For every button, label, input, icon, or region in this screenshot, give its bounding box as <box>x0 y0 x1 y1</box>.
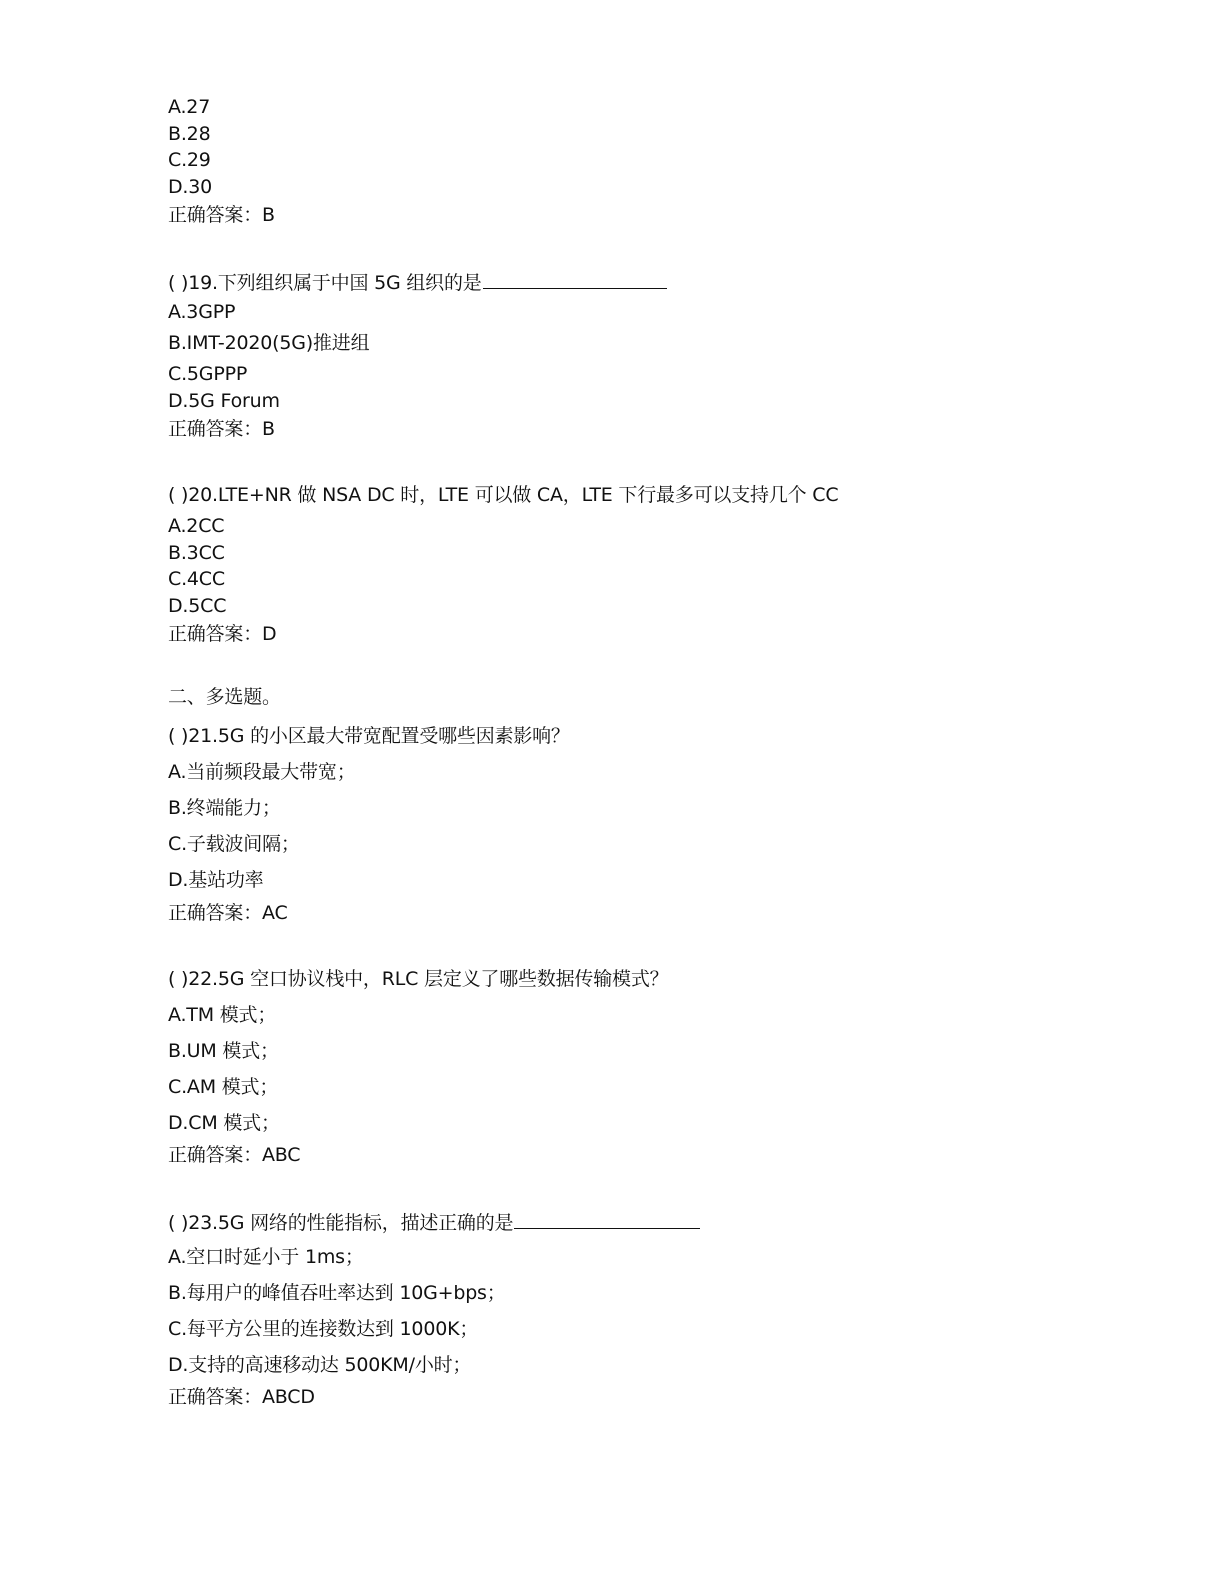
q23-option-d: D.支持的高速移动达 500KM/小时； <box>168 1354 472 1376</box>
q18-answer: 正确答案：B <box>168 204 275 226</box>
q23-question <box>168 1208 700 1236</box>
q20-option-b: B.3CC <box>168 542 225 564</box>
q20-option-a: A.2CC <box>168 515 225 537</box>
q20-option-c: C.4CC <box>168 568 225 590</box>
q22-option-c: C.AM 模式； <box>168 1076 279 1098</box>
q19-question-text: ( )19.下列组织属于中国 5G 组织的是 <box>168 272 482 294</box>
q21-question: ( )21.5G 的小区最大带宽配置受哪些因素影响？ <box>168 725 570 747</box>
q23-option-b: B.每用户的峰值吞吐率达到 10G+bps； <box>168 1282 506 1304</box>
q22-option-d: D.CM 模式； <box>168 1112 280 1134</box>
q19-option-a: A.3GPP <box>168 301 236 323</box>
q23-option-c: C.每平方公里的连接数达到 1000K； <box>168 1318 479 1340</box>
q21-option-c: C.子载波间隔； <box>168 833 300 855</box>
q19-answer: 正确答案：B <box>168 418 275 440</box>
q21-option-b: B.终端能力； <box>168 797 281 819</box>
q19-option-c: C.5GPPP <box>168 363 248 385</box>
q21-option-d: D.基站功率 <box>168 869 264 891</box>
q22-question: ( )22.5G 空口协议栈中，RLC 层定义了哪些数据传输模式？ <box>168 968 669 990</box>
q22-answer: 正确答案：ABC <box>168 1144 301 1166</box>
answer-blank <box>514 1208 700 1229</box>
section-title: 二、多选题。 <box>168 686 281 708</box>
q23-question-text: ( )23.5G 网络的性能指标，描述正确的是 <box>168 1212 514 1234</box>
q23-option-a: A.空口时延小于 1ms； <box>168 1246 364 1268</box>
q20-answer: 正确答案：D <box>168 623 277 645</box>
q22-option-a: A.TM 模式； <box>168 1004 277 1026</box>
q21-option-a: A.当前频段最大带宽； <box>168 761 356 783</box>
q18-option-b: B.28 <box>168 123 211 145</box>
answer-blank <box>483 268 667 289</box>
q20-option-d: D.5CC <box>168 595 227 617</box>
q19-option-b: B.IMT-2020(5G)推进组 <box>168 332 370 354</box>
q23-answer: 正确答案：ABCD <box>168 1386 315 1408</box>
q19-question <box>168 268 667 296</box>
q19-option-d: D.5G Forum <box>168 390 280 412</box>
q21-answer: 正确答案：AC <box>168 902 288 924</box>
q22-option-b: B.UM 模式； <box>168 1040 279 1062</box>
q20-question: ( )20.LTE+NR 做 NSA DC 时，LTE 可以做 CA，LTE 下行最多可以支持几个 CC <box>168 484 839 506</box>
q18-option-c: C.29 <box>168 149 211 171</box>
q18-option-d: D.30 <box>168 176 213 198</box>
q18-option-a: A.27 <box>168 96 211 118</box>
